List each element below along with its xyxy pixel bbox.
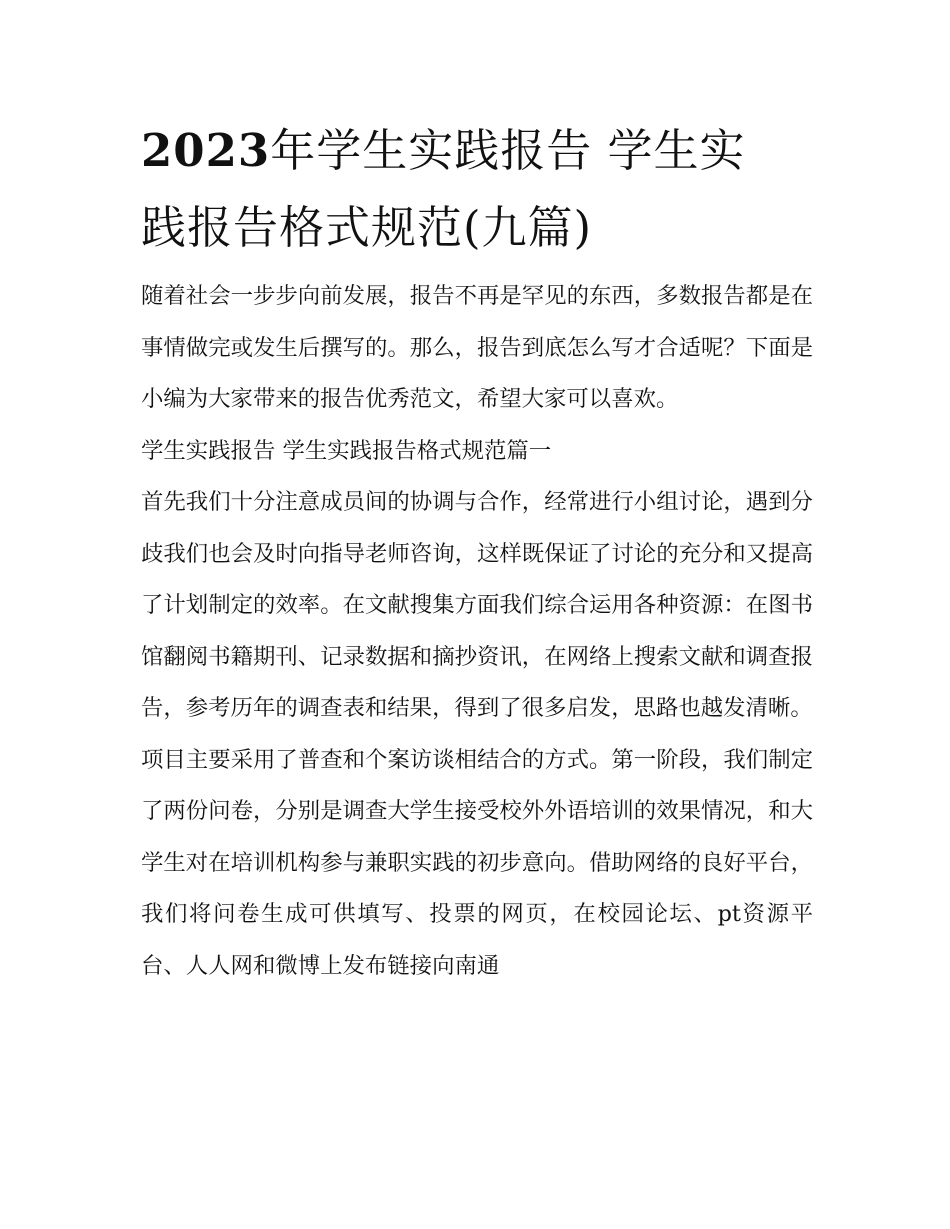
body-paragraph-2: 项目主要采用了普查和个案访谈相结合的方式。第一阶段，我们制定了两份问卷，分别是调查大学生接受校外外语培训的效果情况，和大学生对在培训机构参与兼职实践的初步意向。借助网络的良好平台，我们将问卷生成可供填写、投票的网页，在校园论坛、pt资源平台、人人网和微博上发布链接向南通 xyxy=(141,746,813,979)
body-paragraph-1: 首先我们十分注意成员间的协调与合作，经常进行小组讨论，遇到分歧我们也会及时向指导老师咨询，这样既保证了讨论的充分和又提高了计划制定的效率。在文献搜集方面我们综合运用各种资源：在图书馆翻阅书籍期刊、记录数据和摘抄资讯，在网络上搜索文献和调查报告，参考历年的调查表和结果，得到了很多启发，思路也越发清晰。 xyxy=(141,489,813,721)
title-first-line: 年学生实践报告 学生实 xyxy=(270,124,746,177)
section-heading: 学生实践报告 学生实践报告格式规范篇一 xyxy=(141,437,552,464)
document-page xyxy=(141,112,813,992)
title-year: 2023 xyxy=(141,124,271,177)
document-title xyxy=(141,112,813,266)
intro-paragraph: 随着社会一步步向前发展，报告不再是罕见的东西，多数报告都是在事情做完或发生后撰写的。那么，报告到底怎么写才合适呢？下面是小编为大家带来的报告优秀范文，希望大家可以喜欢。 xyxy=(141,283,813,412)
title-second-line: 践报告格式规范(九篇) xyxy=(141,201,593,254)
